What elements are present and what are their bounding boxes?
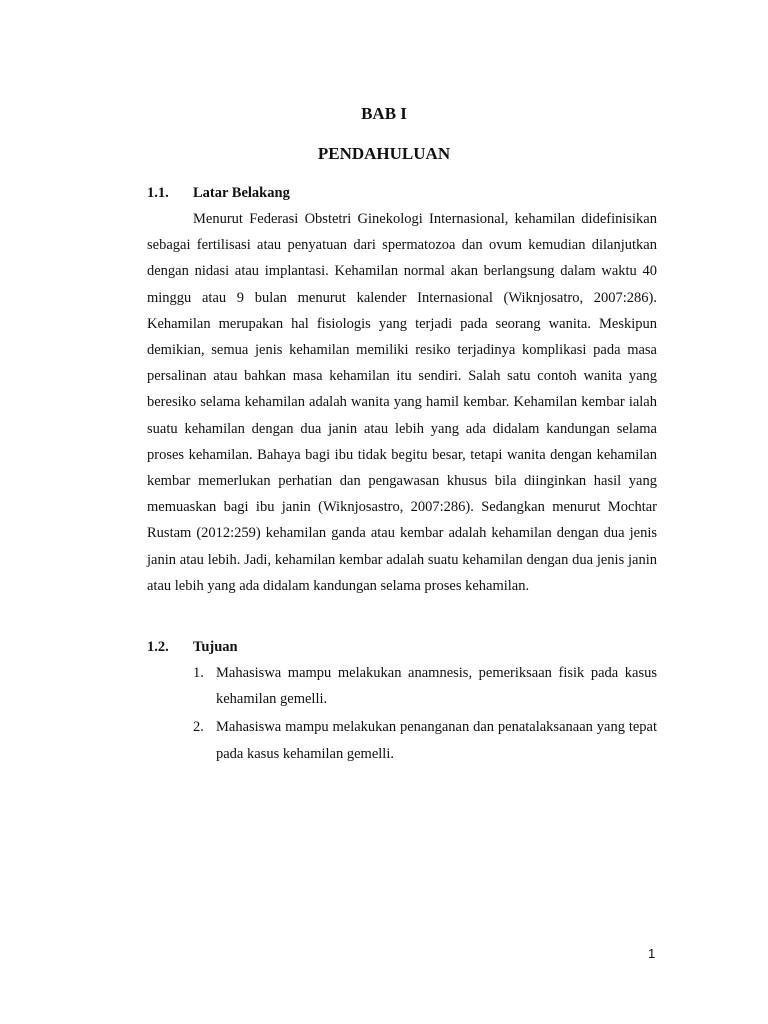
background-paragraph: Menurut Federasi Obstetri Ginekologi Internasional, kehamilan didefinisikan sebagai fertilisasi atau penyatuan dari spermatozoa dan ovum kemudian dilanjutkan dengan nidasi atau implantasi. Kehamilan normal akan berlangsung dalam waktu 40 minggu atau 9 bulan menurut kalender Internasional (Wiknjosatro, 2007:286). Kehamilan merupakan hal fisiologis yang terjadi pada seorang wanita. Meskipun demikian, semua jenis kehamilan memiliki resiko terjadinya komplikasi pada masa persalinan atau bahkan masa kehamilan itu sendiri. Salah satu contoh wanita yang beresiko selama kehamilan adalah wanita yang hamil kembar. Kehamilan kembar ialah suatu kehamilan dengan dua janin atau lebih yang ada didalam kandungan selama proses kehamilan. Bahaya bagi ibu tidak begitu besar, tetapi wanita dengan kehamilan kembar memerlukan perhatian dan pengawasan khusus bila diinginkan hasil yang memuaskan bagi ibu janin (Wiknjosastro, 2007:286). Sedangkan menurut Mochtar Rustam (2012:259) kehamilan ganda atau kembar adalah kehamilan dengan dua jenis janin atau lebih. Jadi, kehamilan kembar adalah suatu kehamilan dengan dua jenis janin atau lebih yang ada didalam kandungan selama proses kehamilan. [147, 211, 657, 594]
list-item-number: 2. [193, 719, 204, 736]
section-title-objectives: Tujuan [193, 639, 238, 655]
section-number-background: 1.1. [147, 185, 169, 201]
section-number-objectives: 1.2. [147, 639, 169, 655]
page-number: 1 [648, 946, 656, 961]
list-item [193, 714, 657, 766]
chapter-number: BAB I [361, 104, 407, 123]
list-item-text: Mahasiswa mampu melakukan anamnesis, pemeriksaan fisik pada kasus kehamilan gemelli. [216, 665, 657, 708]
list-item-number: 1. [193, 665, 204, 681]
objectives-list [193, 660, 657, 769]
chapter-title: PENDAHULUAN [317, 144, 451, 163]
list-item-text: Mahasiswa mampu melakukan penanganan dan penatalaksanaan yang tepat pada kasus kehamilan gemelli. [216, 719, 657, 762]
section-title-background: Latar Belakang [193, 185, 290, 201]
list-item [193, 660, 657, 712]
background-body [147, 206, 657, 599]
